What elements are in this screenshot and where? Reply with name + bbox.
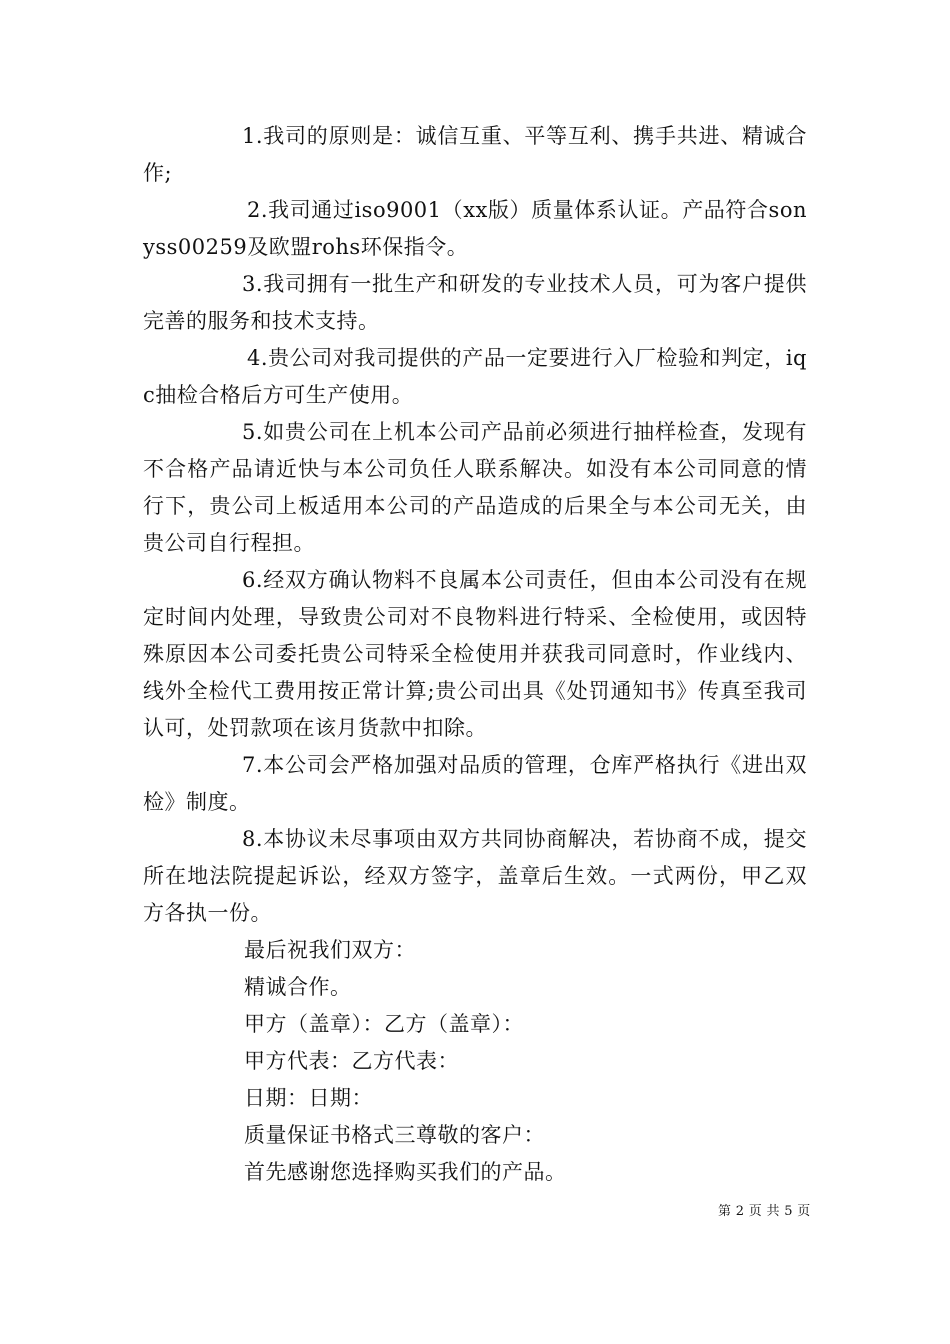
paragraph-1: 1.我司的原则是：诚信互重、平等互利、携手共进、精诚合作;: [143, 124, 807, 185]
document-body: [143, 118, 807, 1191]
paragraph-7: 7.本公司会严格加强对品质的管理，仓库严格执行《进出双检》制度。: [143, 753, 807, 814]
representative-line: 甲方代表：乙方代表：: [244, 1049, 459, 1073]
paragraph-6: 6.经双方确认物料不良属本公司责任，但由本公司没有在规定时间内处理，导致贵公司对不良物料进行特采、全检使用，或因特殊原因本公司委托贵公司特采全检使用并获我司同意时，作业线内、线外全检代工费用按正常计算;贵公司出具《处罚通知书》传真至我司认可，处罚款项在该月货款中扣除。: [143, 568, 807, 740]
paragraph-3: 3.我司拥有一批生产和研发的专业技术人员，可为客户提供完善的服务和技术支持。: [143, 272, 807, 333]
paragraph-5: 5.如贵公司在上机本公司产品前必须进行抽样检查，发现有不合格产品请近快与本公司负任人联系解决。如没有本公司同意的情行下，贵公司上板适用本公司的产品造成的后果全与本公司无关，由贵公司自行程担。: [143, 420, 807, 555]
closing-wish: 精诚合作。: [244, 975, 352, 999]
closing-greeting: 最后祝我们双方：: [244, 938, 416, 962]
thanks-line: 首先感谢您选择购买我们的产品。: [244, 1160, 567, 1184]
paragraph-2: 2.我司通过iso9001（xx版）质量体系认证。产品符合sonyss00259及欧盟rohs环保指令。: [143, 198, 807, 259]
paragraph-8: 8.本协议未尽事项由双方共同协商解决，若协商不成，提交所在地法院提起诉讼，经双方签字，盖章后生效。一式两份，甲乙双方各执一份。: [143, 827, 807, 925]
format-three-heading: 质量保证书格式三尊敬的客户：: [244, 1123, 545, 1147]
page-number: 第 2 页 共 5 页: [718, 1204, 811, 1219]
seal-line: 甲方（盖章）：乙方（盖章）：: [244, 1012, 524, 1036]
paragraph-4: 4.贵公司对我司提供的产品一定要进行入厂检验和判定，iqc抽检合格后方可生产使用。: [143, 346, 807, 407]
date-line: 日期：日期：: [244, 1086, 373, 1110]
